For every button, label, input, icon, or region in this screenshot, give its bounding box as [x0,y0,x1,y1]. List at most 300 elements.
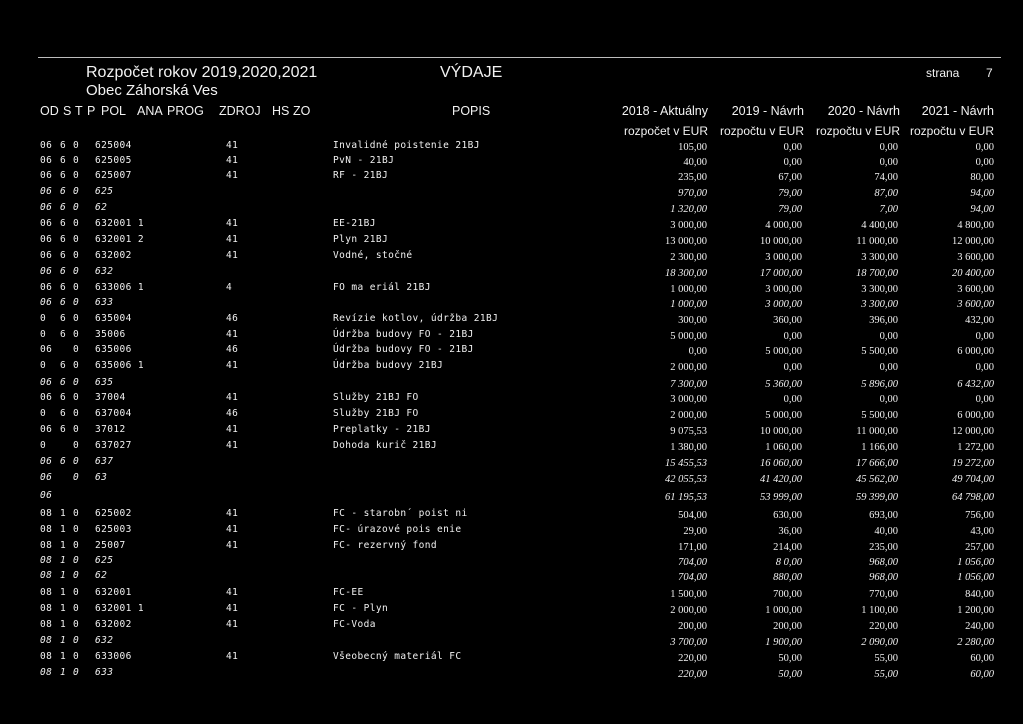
col-zdroj: ZDROJ [219,104,261,118]
cell-pol: 25007 [95,540,126,551]
col-2019-line1: 2019 - Návrh [731,104,804,118]
cell-value-2020: 0,00 [879,331,898,342]
cell-zdroj: 46 [226,344,239,355]
cell-zdroj: 41 [226,524,239,535]
cell-value-2019: 53 999,00 [760,492,802,503]
cell-t: 0 [73,424,80,435]
cell-value-2020: 17 666,00 [856,458,898,469]
cell-value-2020: 40,00 [874,526,898,537]
cell-value-2021: 94,00 [970,204,994,215]
col-2020-line1: 2020 - Návrh [827,104,900,118]
cell-value-2018: 40,00 [683,157,707,168]
cell-t: 0 [73,202,80,213]
cell-od: 08 [40,651,53,662]
cell-value-2019: 200,00 [773,621,802,632]
cell-value-2019: 3 000,00 [765,284,802,295]
cell-s: 6 [60,186,67,197]
col-s: S [63,104,72,118]
cell-value-2019: 700,00 [773,589,802,600]
cell-t: 0 [73,360,80,371]
table-row [0,619,1023,635]
cell-value-2019: 0,00 [783,142,802,153]
cell-s: 6 [60,170,67,181]
cell-t: 0 [73,651,80,662]
cell-od: 08 [40,570,53,581]
cell-value-2018: 1 000,00 [670,299,707,310]
cell-value-2021: 257,00 [965,542,994,553]
cell-value-2019: 17 000,00 [760,268,802,279]
cell-pol: 632001 1 [95,603,144,614]
subtotal-row [0,297,1023,313]
cell-s: 1 [60,651,67,662]
cell-value-2020: 11 000,00 [856,426,898,437]
cell-value-2020: 59 399,00 [856,492,898,503]
cell-value-2018: 0,00 [688,346,707,357]
cell-od: 06 [40,424,53,435]
cell-od: 06 [40,250,53,261]
cell-value-2019: 5 000,00 [765,346,802,357]
cell-s: 1 [60,508,67,519]
cell-value-2021: 1 272,00 [957,442,994,453]
cell-value-2021: 80,00 [970,172,994,183]
table-row [0,392,1023,408]
cell-s: 6 [60,140,67,151]
cell-value-2021: 20 400,00 [952,268,994,279]
cell-pol: 625007 [95,170,132,181]
cell-t: 0 [73,140,80,151]
cell-t: 0 [73,297,80,308]
col-prog: PROG [167,104,204,118]
cell-value-2019: 4 000,00 [765,220,802,231]
cell-s: 1 [60,540,67,551]
cell-od: 06 [40,490,53,501]
cell-value-2019: 0,00 [783,394,802,405]
cell-pol: 632001 1 [95,218,144,229]
cell-value-2018: 200,00 [678,621,707,632]
cell-zdroj: 41 [226,540,239,551]
table-row [0,344,1023,360]
cell-value-2018: 9 075,53 [670,426,707,437]
cell-pol: 637004 [95,408,132,419]
cell-value-2020: 770,00 [869,589,898,600]
cell-value-2018: 2 000,00 [670,605,707,616]
cell-s: 6 [60,250,67,261]
cell-s: 6 [60,266,67,277]
cell-pol: 635 [95,377,114,388]
cell-value-2018: 2 000,00 [670,410,707,421]
cell-value-2019: 1 060,00 [765,442,802,453]
cell-value-2019: 0,00 [783,362,802,373]
cell-zdroj: 41 [226,392,239,403]
cell-s: 1 [60,635,67,646]
cell-zdroj: 41 [226,508,239,519]
cell-value-2021: 2 280,00 [957,637,994,648]
cell-s: 6 [60,218,67,229]
cell-value-2021: 4 800,00 [957,220,994,231]
subtotal-row [0,456,1023,472]
cell-od: 06 [40,234,53,245]
page-label: strana [926,66,960,80]
subtotal-row [0,570,1023,586]
table-row [0,170,1023,186]
col-popis: POPIS [452,104,491,118]
cell-popis: EE-21BJ [333,218,376,229]
cell-s: 6 [60,313,67,324]
cell-value-2021: 0,00 [975,362,994,373]
col-od: OD [40,104,59,118]
cell-od: 06 [40,392,53,403]
cell-od: 06 [40,472,53,483]
cell-od: 08 [40,603,53,614]
cell-od: 08 [40,508,53,519]
cell-value-2020: 0,00 [879,157,898,168]
cell-pol: 637 [95,456,114,467]
cell-t: 0 [73,170,80,181]
cell-value-2018: 704,00 [678,557,707,568]
cell-pol: 632 [95,266,114,277]
cell-popis: Údržba budovy FO - 21BJ [333,329,474,340]
cell-pol: 633 [95,297,114,308]
cell-pol: 635004 [95,313,132,324]
cell-value-2021: 94,00 [970,188,994,199]
cell-value-2018: 504,00 [678,510,707,521]
cell-value-2021: 3 600,00 [957,284,994,295]
cell-t: 0 [73,234,80,245]
cell-t: 0 [73,619,80,630]
cell-value-2021: 0,00 [975,331,994,342]
cell-value-2019: 5 000,00 [765,410,802,421]
table-row [0,651,1023,667]
cell-value-2021: 3 600,00 [957,252,994,263]
cell-popis: FC - starobn´ poist ni [333,508,468,519]
cell-value-2019: 50,00 [778,669,802,680]
cell-value-2021: 0,00 [975,394,994,405]
cell-popis: FO ma eriál 21BJ [333,282,431,293]
table-row [0,508,1023,524]
cell-s: 1 [60,587,67,598]
cell-zdroj: 41 [226,250,239,261]
cell-zdroj: 41 [226,360,239,371]
cell-zdroj: 41 [226,440,239,451]
cell-t: 0 [73,524,80,535]
cell-s: 1 [60,667,67,678]
cell-value-2019: 79,00 [778,204,802,215]
cell-t: 0 [73,377,80,388]
cell-value-2020: 18 700,00 [856,268,898,279]
cell-pol: 633 [95,667,114,678]
subtotal-row [0,490,1023,506]
cell-value-2019: 880,00 [773,572,802,583]
table-row [0,234,1023,250]
cell-s: 1 [60,603,67,614]
top-rule [38,57,1001,58]
cell-popis: Invalidné poistenie 21BJ [333,140,480,151]
cell-pol: 63 [95,472,108,483]
cell-value-2018: 220,00 [678,669,707,680]
cell-value-2021: 60,00 [970,669,994,680]
cell-popis: Dohoda kurič 21BJ [333,440,438,451]
cell-value-2018: 42 055,53 [665,474,707,485]
cell-value-2020: 3 300,00 [861,252,898,263]
cell-pol: 625002 [95,508,132,519]
cell-od: 0 [40,329,47,340]
cell-pol: 625004 [95,140,132,151]
cell-s: 1 [60,524,67,535]
cell-s: 1 [60,619,67,630]
cell-pol: 625 [95,555,114,566]
cell-value-2021: 64 798,00 [952,492,994,503]
cell-value-2019: 630,00 [773,510,802,521]
cell-value-2018: 970,00 [678,188,707,199]
cell-popis: FC- úrazové pois enie [333,524,462,535]
cell-zdroj: 41 [226,218,239,229]
cell-s: 6 [60,329,67,340]
cell-od: 06 [40,282,53,293]
cell-popis: FC-EE [333,587,364,598]
cell-value-2020: 87,00 [874,188,898,199]
cell-od: 08 [40,555,53,566]
cell-pol: 625005 [95,155,132,166]
cell-t: 0 [73,266,80,277]
cell-popis: Služby 21BJ FO [333,408,419,419]
cell-value-2020: 4 400,00 [861,220,898,231]
cell-value-2019: 36,00 [778,526,802,537]
cell-value-2020: 45 562,00 [856,474,898,485]
cell-zdroj: 41 [226,603,239,614]
table-row [0,313,1023,329]
cell-s: 6 [60,424,67,435]
cell-value-2020: 5 500,00 [861,410,898,421]
col-2018-line1: 2018 - Aktuálny [621,104,708,118]
table-row [0,282,1023,298]
cell-value-2019: 1 900,00 [765,637,802,648]
cell-pol: 632002 [95,619,132,630]
col-2018-line2: rozpočet v EUR [623,124,708,138]
cell-popis: Preplatky - 21BJ [333,424,431,435]
cell-t: 0 [73,587,80,598]
cell-value-2018: 1 380,00 [670,442,707,453]
cell-t: 0 [73,408,80,419]
cell-t: 0 [73,667,80,678]
cell-value-2019: 1 000,00 [765,605,802,616]
cell-pol: 632 [95,635,114,646]
cell-value-2019: 360,00 [773,315,802,326]
cell-popis: Všeobecný materiál FC [333,651,462,662]
col-t: T [75,104,83,118]
cell-value-2020: 5 500,00 [861,346,898,357]
cell-s: 6 [60,360,67,371]
cell-value-2020: 2 090,00 [861,637,898,648]
cell-value-2018: 7 300,00 [670,379,707,390]
cell-pol: 637027 [95,440,132,451]
cell-pol: 635006 [95,344,132,355]
cell-pol: 632001 2 [95,234,144,245]
cell-popis: RF - 21BJ [333,170,389,181]
cell-value-2021: 3 600,00 [957,299,994,310]
table-row [0,540,1023,556]
cell-value-2020: 3 300,00 [861,299,898,310]
cell-s: 6 [60,234,67,245]
subtotal-row [0,555,1023,571]
cell-od: 06 [40,186,53,197]
cell-value-2019: 0,00 [783,157,802,168]
cell-s: 6 [60,297,67,308]
cell-value-2021: 1 056,00 [957,572,994,583]
cell-popis: PvN - 21BJ [333,155,395,166]
cell-value-2018: 171,00 [678,542,707,553]
cell-pol: 632002 [95,250,132,261]
cell-pol: 62 [95,570,108,581]
table-row [0,424,1023,440]
cell-od: 06 [40,202,53,213]
cell-value-2020: 968,00 [869,557,898,568]
municipality-name: Obec Záhorská Ves [86,82,218,99]
cell-od: 06 [40,266,53,277]
cell-zdroj: 41 [226,155,239,166]
cell-value-2018: 220,00 [678,653,707,664]
cell-zdroj: 41 [226,587,239,598]
cell-value-2021: 840,00 [965,589,994,600]
col-pol: POL [101,104,127,118]
cell-value-2020: 55,00 [874,653,898,664]
table-row [0,440,1023,456]
cell-pol: 37004 [95,392,126,403]
cell-pol: 625 [95,186,114,197]
col-zo: ZO [293,104,311,118]
table-row [0,524,1023,540]
cell-value-2021: 19 272,00 [952,458,994,469]
cell-value-2020: 693,00 [869,510,898,521]
subtotal-row [0,266,1023,282]
cell-t: 0 [73,250,80,261]
cell-value-2018: 704,00 [678,572,707,583]
cell-od: 06 [40,140,53,151]
cell-t: 0 [73,344,80,355]
cell-s: 6 [60,377,67,388]
cell-value-2020: 235,00 [869,542,898,553]
cell-t: 0 [73,456,80,467]
cell-popis: FC- rezervný fond [333,540,438,551]
cell-s: 6 [60,456,67,467]
cell-value-2021: 60,00 [970,653,994,664]
cell-value-2018: 1 000,00 [670,284,707,295]
cell-value-2019: 16 060,00 [760,458,802,469]
cell-value-2018: 13 000,00 [665,236,707,247]
cell-value-2020: 0,00 [879,142,898,153]
table-row [0,155,1023,171]
cell-pol: 35006 [95,329,126,340]
cell-t: 0 [73,392,80,403]
cell-popis: Plyn 21BJ [333,234,389,245]
cell-value-2020: 0,00 [879,362,898,373]
cell-s: 6 [60,392,67,403]
cell-t: 0 [73,155,80,166]
cell-value-2018: 29,00 [683,526,707,537]
cell-zdroj: 41 [226,140,239,151]
cell-pol: 62 [95,202,108,213]
cell-value-2020: 11 000,00 [856,236,898,247]
cell-value-2020: 1 166,00 [861,442,898,453]
cell-pol: 635006 1 [95,360,144,371]
cell-popis: FC - Plyn [333,603,389,614]
col-ana: ANA [137,104,163,118]
cell-t: 0 [73,440,80,451]
cell-value-2019: 67,00 [778,172,802,183]
cell-value-2021: 1 056,00 [957,557,994,568]
cell-s: 6 [60,282,67,293]
cell-t: 0 [73,186,80,197]
cell-popis: Vodné, stočné [333,250,413,261]
cell-value-2019: 3 000,00 [765,252,802,263]
subtotal-row [0,667,1023,683]
cell-value-2018: 300,00 [678,315,707,326]
cell-value-2021: 756,00 [965,510,994,521]
cell-od: 08 [40,667,53,678]
cell-value-2019: 3 000,00 [765,299,802,310]
cell-pol: 632001 [95,587,132,598]
cell-value-2020: 3 300,00 [861,284,898,295]
cell-value-2021: 12 000,00 [952,236,994,247]
cell-value-2020: 396,00 [869,315,898,326]
cell-pol: 633006 [95,651,132,662]
cell-od: 06 [40,155,53,166]
col-2020-line2: rozpočtu v EUR [815,124,900,138]
cell-value-2020: 220,00 [869,621,898,632]
cell-value-2021: 12 000,00 [952,426,994,437]
cell-pol: 633006 1 [95,282,144,293]
cell-od: 0 [40,360,47,371]
cell-od: 06 [40,344,53,355]
cell-value-2020: 968,00 [869,572,898,583]
cell-value-2019: 10 000,00 [760,426,802,437]
subtotal-row [0,377,1023,393]
cell-value-2018: 1 500,00 [670,589,707,600]
cell-value-2019: 79,00 [778,188,802,199]
subtotal-row [0,202,1023,218]
cell-value-2018: 3 000,00 [670,394,707,405]
cell-value-2018: 15 455,53 [665,458,707,469]
cell-s: 6 [60,155,67,166]
cell-value-2021: 43,00 [970,526,994,537]
document-title: Rozpočet rokov 2019,2020,2021 [86,64,318,81]
cell-value-2021: 240,00 [965,621,994,632]
cell-value-2018: 3 000,00 [670,220,707,231]
cell-t: 0 [73,603,80,614]
cell-popis: Služby 21BJ FO [333,392,419,403]
cell-value-2019: 41 420,00 [760,474,802,485]
cell-od: 06 [40,170,53,181]
col-2021-line2: rozpočtu v EUR [909,124,994,138]
cell-od: 0 [40,440,47,451]
col-2021-line1: 2021 - Návrh [921,104,994,118]
cell-value-2018: 5 000,00 [670,331,707,342]
cell-value-2018: 18 300,00 [665,268,707,279]
cell-value-2018: 235,00 [678,172,707,183]
cell-pol: 625003 [95,524,132,535]
cell-t: 0 [73,555,80,566]
cell-t: 0 [73,329,80,340]
cell-t: 0 [73,218,80,229]
cell-t: 0 [73,313,80,324]
table-row [0,329,1023,345]
cell-value-2019: 50,00 [778,653,802,664]
cell-value-2021: 49 704,00 [952,474,994,485]
cell-pol: 37012 [95,424,126,435]
cell-od: 0 [40,313,47,324]
cell-value-2021: 6 000,00 [957,346,994,357]
subtotal-row [0,635,1023,651]
cell-t: 0 [73,282,80,293]
